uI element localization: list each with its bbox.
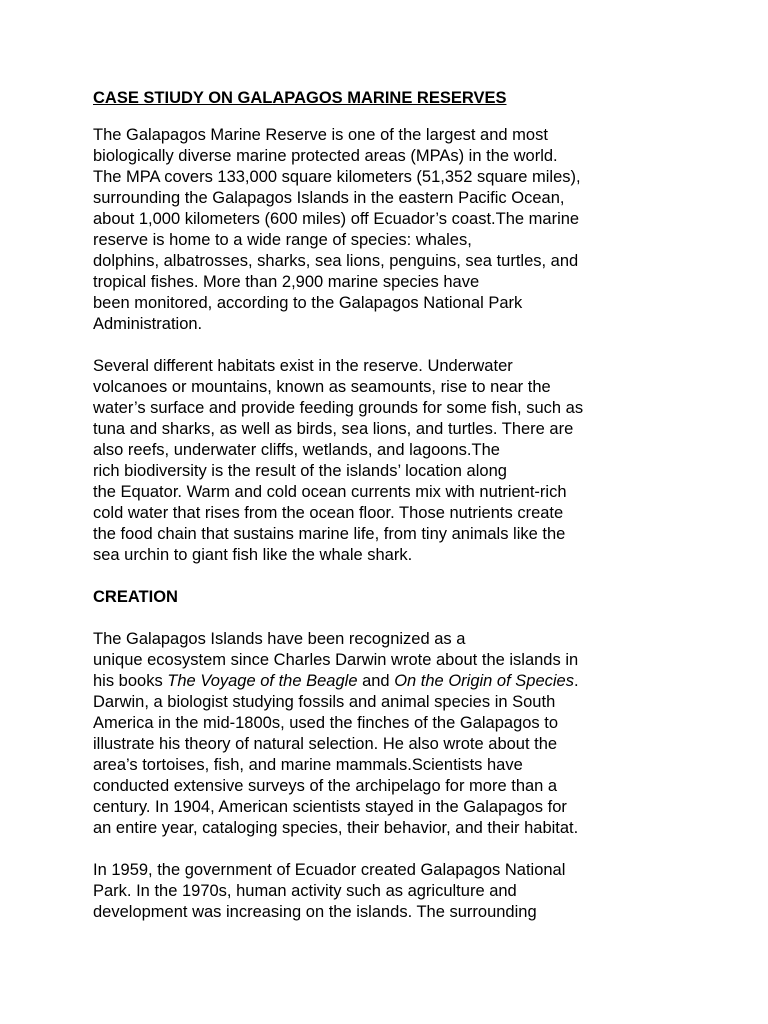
paragraph-habitats — [93, 356, 753, 566]
text-line: reserve is home to a wide range of species: whales, — [93, 231, 472, 249]
text-line: been monitored, according to the Galapagos National Park — [93, 294, 523, 312]
text-line: area’s tortoises, fish, and marine mammals.Scientists have — [93, 756, 523, 774]
text-line: tuna and sharks, as well as birds, sea lions, and turtles. There are — [93, 420, 574, 438]
text-line: The Galapagos Marine Reserve is one of the largest and most — [93, 126, 548, 144]
text-line: America in the mid-1800s, used the finches of the Galapagos to — [93, 714, 559, 732]
text-line: rich biodiversity is the result of the islands’ location along — [93, 462, 507, 480]
paragraph-darwin — [93, 629, 753, 839]
text-line: Administration. — [93, 315, 203, 333]
book-title-voyage-of-the-beagle: The Voyage of the Beagle — [167, 672, 358, 690]
text-line: biologically diverse marine protected areas (MPAs) in the world. — [93, 147, 558, 165]
text-fragment: and — [357, 672, 395, 690]
text-line: the food chain that sustains marine life, from tiny animals like the — [93, 525, 566, 543]
text-line: about 1,000 kilometers (600 miles) off Ecuador’s coast.The marine — [93, 210, 580, 228]
text-line: development was increasing on the islands. The surrounding — [93, 903, 537, 921]
text-line: dolphins, albatrosses, sharks, sea lions, penguins, sea turtles, and — [93, 252, 579, 270]
text-line: volcanoes or mountains, known as seamounts, rise to near the — [93, 378, 551, 396]
text-line: illustrate his theory of natural selection. He also wrote about the — [93, 735, 558, 753]
text-fragment: . — [573, 672, 579, 690]
text-fragment: his books — [93, 672, 168, 690]
section-heading-creation: CREATION — [93, 588, 178, 606]
text-line: tropical fishes. More than 2,900 marine species have — [93, 273, 480, 291]
text-line: cold water that rises from the ocean floor. Those nutrients create — [93, 504, 564, 522]
text-line: Darwin, a biologist studying fossils and animal species in South — [93, 693, 556, 711]
text-line: unique ecosystem since Charles Darwin wrote about the islands in — [93, 651, 579, 669]
text-line: an entire year, cataloging species, their behavior, and their habitat. — [93, 819, 579, 837]
text-line: also reefs, underwater cliffs, wetlands, and lagoons.The — [93, 441, 500, 459]
text-line: water’s surface and provide feeding grounds for some fish, such as — [93, 399, 584, 417]
text-line: The Galapagos Islands have been recognized as a — [93, 630, 466, 648]
text-line: Park. In the 1970s, human activity such as agriculture and — [93, 882, 517, 900]
text-line: In 1959, the government of Ecuador created Galapagos National — [93, 861, 566, 879]
document-title: CASE STIUDY ON GALAPAGOS MARINE RESERVES — [93, 89, 507, 107]
text-line: surrounding the Galapagos Islands in the eastern Pacific Ocean, — [93, 189, 565, 207]
text-line: conducted extensive surveys of the archipelago for more than a — [93, 777, 558, 795]
text-line: century. In 1904, American scientists stayed in the Galapagos for — [93, 798, 567, 816]
book-title-origin-of-species: On the Origin of Species — [394, 672, 574, 690]
paragraph-intro — [93, 125, 753, 335]
text-line: the Equator. Warm and cold ocean currents mix with nutrient-rich — [93, 483, 567, 501]
text-line-with-book-titles — [93, 671, 753, 692]
paragraph-national-park — [93, 860, 753, 923]
text-line: The MPA covers 133,000 square kilometers (51,352 square miles), — [93, 168, 581, 186]
text-line: Several different habitats exist in the reserve. Underwater — [93, 357, 513, 375]
document-page — [93, 88, 753, 944]
text-line: sea urchin to giant fish like the whale shark. — [93, 546, 413, 564]
